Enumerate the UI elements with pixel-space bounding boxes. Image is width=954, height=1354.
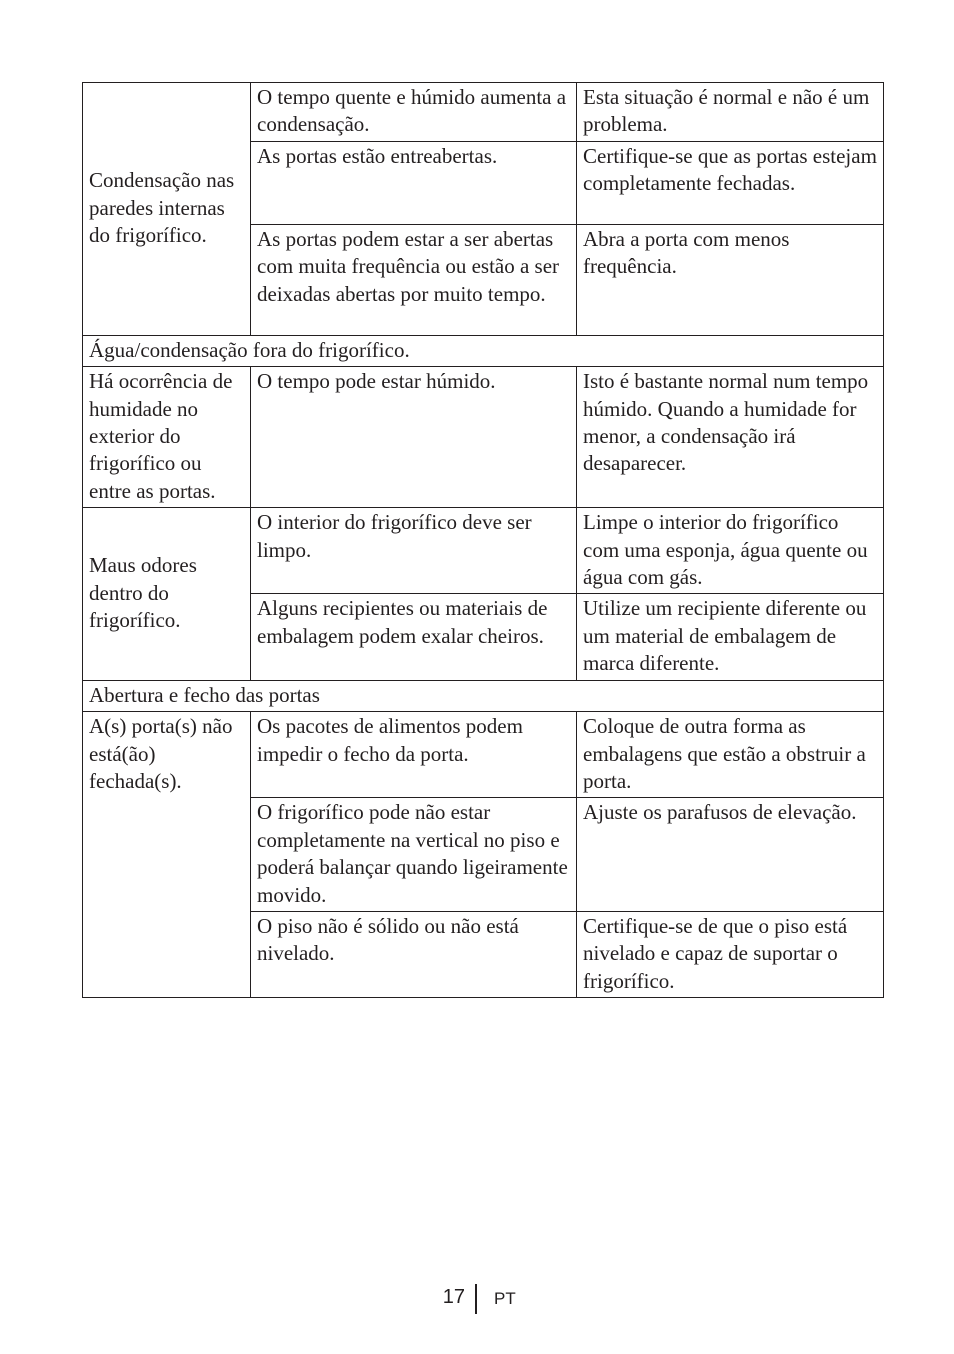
section-header: Abertura e fecho das portas [83,680,884,711]
solution-cell: Esta situação é normal e não é um problema. [577,83,884,142]
problem-cell: A(s) porta(s) não está(ão) fechada(s). [83,712,251,998]
table-row [83,508,884,594]
table-row [83,367,884,508]
cause-cell: O tempo quente e húmido aumenta a condensação. [251,83,577,142]
solution-cell: Limpe o interior do frigorífico com uma esponja, água quente ou água com gás. [577,508,884,594]
section-header-row [83,680,884,711]
problem-cell: Condensação nas paredes internas do frigorífico. [83,83,251,336]
table-row [83,712,884,798]
page-number: 17 [442,1286,465,1308]
solution-cell: Certifique-se que as portas estejam completamente fechadas. [577,141,884,224]
cause-cell: O piso não é sólido ou não está nivelado. [251,911,577,997]
solution-cell: Certifique-se de que o piso está nivelado e capaz de suportar o frigorífico. [577,911,884,997]
cause-cell: As portas podem estar a ser abertas com muita frequência ou estão a ser deixadas abertas por muito tempo. [251,224,577,335]
problem-cell: Maus odores dentro do frigorífico. [83,508,251,680]
cause-cell: As portas estão entreabertas. [251,141,577,224]
footer-divider [475,1284,477,1314]
section-header-row [83,335,884,366]
solution-cell: Abra a porta com menos frequência. [577,224,884,335]
cause-cell: Alguns recipientes ou materiais de embalagem podem exalar cheiros. [251,594,577,680]
cause-cell: O frigorífico pode não estar completamente na vertical no piso e poderá balançar quando ligeiramente movido. [251,798,577,912]
solution-cell: Utilize um recipiente diferente ou um material de embalagem de marca diferente. [577,594,884,680]
problem-cell: Há ocorrência de humidade no exterior do frigorífico ou entre as portas. [83,367,251,508]
solution-cell: Coloque de outra forma as embalagens que estão a obstruir a porta. [577,712,884,798]
table-row [83,83,884,142]
troubleshooting-table [82,82,884,998]
section-header: Água/condensação fora do frigorífico. [83,335,884,366]
cause-cell: O interior do frigorífico deve ser limpo. [251,508,577,594]
solution-cell: Ajuste os parafusos de elevação. [577,798,884,912]
cause-cell: O tempo pode estar húmido. [251,367,577,508]
solution-cell: Isto é bastante normal num tempo húmido. Quando a humidade for menor, a condensação irá desaparecer. [577,367,884,508]
language-code: PT [494,1289,516,1308]
cause-cell: Os pacotes de alimentos podem impedir o fecho da porta. [251,712,577,798]
page-footer [0,1284,954,1314]
